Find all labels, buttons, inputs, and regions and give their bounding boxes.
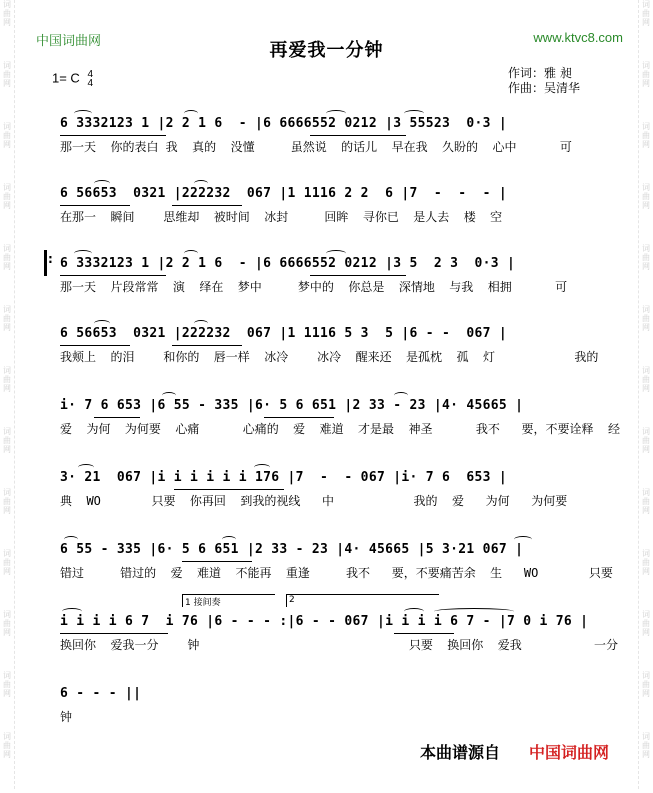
- watermark-gap: [639, 637, 653, 671]
- score-system-2: [54, 186, 594, 236]
- watermark-glyph: 网: [642, 79, 650, 88]
- watermark-glyph: 词: [642, 671, 650, 680]
- watermark-glyph: 词: [642, 183, 650, 192]
- notes-line: 6 - - - ||: [60, 686, 142, 701]
- watermark-glyph: 网: [642, 628, 650, 637]
- watermark-glyph: 曲: [642, 70, 650, 79]
- lyrics-line: 错过 错过的 爱 难道 不能再 重逢 我不 要，不要痛苦余 生 WO 只要: [60, 566, 613, 580]
- watermark-gap: [639, 454, 653, 488]
- watermark-gap: [0, 515, 14, 549]
- notes-line: 6 56653 0321 |222232 067 |1 1116 5 3 5 |6 - - 067 |: [60, 326, 507, 341]
- repeat-start: :: [48, 252, 53, 266]
- watermark-gap: [0, 149, 14, 183]
- volta-second-ending: 2: [286, 594, 439, 607]
- watermark-glyph: 词: [3, 183, 11, 192]
- watermark-gap: [639, 759, 653, 793]
- watermark-glyph: 网: [642, 18, 650, 27]
- notes-line: 3· 21 067 |i i i i i i 176 |7 - - 067 |i· 7 6 653 |: [60, 470, 507, 485]
- notes-line: i· 7 6 653 |6 55 - 335 |6· 5 6 651 |2 33 - 23 |4· 45665 |: [60, 398, 524, 413]
- composer-credit: 作曲：吴清华: [508, 81, 581, 95]
- watermark-glyph: 网: [642, 323, 650, 332]
- watermark-glyph: 网: [642, 689, 650, 698]
- score-system-6: [54, 470, 594, 520]
- watermark-glyph: 词: [642, 610, 650, 619]
- time-top: 4: [87, 69, 94, 80]
- time-bottom: 4: [87, 78, 94, 89]
- watermark-glyph: 曲: [3, 558, 11, 567]
- watermark-glyph: 词: [642, 427, 650, 436]
- watermark-glyph: 词: [3, 610, 11, 619]
- watermark-glyph: 词: [642, 488, 650, 497]
- watermark-glyph: 曲: [3, 70, 11, 79]
- lyricist-credit: 作词：雅 昶: [508, 66, 572, 80]
- right-watermark-strip: [638, 0, 653, 789]
- watermark-glyph: 网: [642, 750, 650, 759]
- watermark-glyph: 词: [3, 0, 11, 9]
- site-name-left: 中国词曲网: [36, 34, 102, 49]
- notes-line: 6 3332123 1 |2 2 1 6 - |6 6666552 0212 |3 5 2 3 0·3 |: [60, 256, 516, 271]
- watermark-glyph: 曲: [3, 375, 11, 384]
- watermark-glyph: 网: [3, 445, 11, 454]
- watermark-gap: [0, 698, 14, 732]
- lyrics-line: 那一天 片段常常 演 绎在 梦中 梦中的 你总是 深情地 与我 相拥 可: [60, 280, 568, 294]
- watermark-gap: [639, 698, 653, 732]
- watermark-glyph: 词: [3, 732, 11, 741]
- watermark-glyph: 词: [3, 427, 11, 436]
- watermark-glyph: 曲: [642, 497, 650, 506]
- volta-first-ending: 1 接间奏: [182, 594, 275, 607]
- time-signature: [87, 70, 93, 88]
- watermark-gap: [0, 332, 14, 366]
- score-system-5: [54, 398, 620, 448]
- song-title: 再爱我一分钟: [269, 40, 384, 61]
- watermark-glyph: 曲: [3, 314, 11, 323]
- watermark-glyph: 词: [642, 366, 650, 375]
- watermark-glyph: 曲: [3, 436, 11, 445]
- watermark-glyph: 曲: [642, 558, 650, 567]
- site-url-right: www.ktvc8.com: [533, 30, 623, 45]
- watermark-glyph: 网: [642, 445, 650, 454]
- watermark-glyph: 网: [642, 262, 650, 271]
- watermark-glyph: 词: [3, 488, 11, 497]
- watermark-glyph: 网: [3, 628, 11, 637]
- lyrics-line: 那一天 你的表白 我 真的 没懂 虽然说 的话儿 早在我 久盼的 心中 可: [60, 140, 572, 154]
- watermark-glyph: 曲: [3, 497, 11, 506]
- watermark-glyph: 曲: [642, 9, 650, 18]
- source-label: 本曲谱源自: [420, 743, 501, 762]
- watermark-glyph: 词: [642, 0, 650, 9]
- watermark-glyph: 词: [3, 61, 11, 70]
- watermark-glyph: 曲: [642, 375, 650, 384]
- watermark-gap: [639, 393, 653, 427]
- watermark-glyph: 曲: [3, 131, 11, 140]
- watermark-gap: [0, 759, 14, 793]
- watermark-glyph: 网: [642, 201, 650, 210]
- watermark-glyph: 曲: [3, 9, 11, 18]
- watermark-glyph: 网: [642, 506, 650, 515]
- watermark-glyph: 曲: [642, 680, 650, 689]
- score-system-3: [48, 252, 594, 306]
- lyrics-line: 典 WO 只要 你再回 到我的视线 中 我的 爱 为何 为何要: [60, 494, 568, 508]
- watermark-glyph: 曲: [642, 314, 650, 323]
- watermark-glyph: 词: [642, 549, 650, 558]
- score-system-8: [54, 595, 619, 664]
- watermark-glyph: 词: [642, 61, 650, 70]
- left-watermark-strip: [0, 0, 15, 789]
- notes-line: 6 56653 0321 |222232 067 |1 1116 2 2 6 |7 - - - |: [60, 186, 507, 201]
- watermark-glyph: 词: [3, 122, 11, 131]
- watermark-glyph: 网: [3, 384, 11, 393]
- watermark-glyph: 曲: [3, 741, 11, 750]
- notes-line: 6 3332123 1 |2 2 1 6 - |6 6666552 0212 |3 55523 0·3 |: [60, 116, 507, 131]
- watermark-glyph: 网: [3, 262, 11, 271]
- watermark-gap: [639, 332, 653, 366]
- watermark-glyph: 词: [3, 305, 11, 314]
- watermark-gap: [0, 576, 14, 610]
- watermark-gap: [639, 149, 653, 183]
- watermark-gap: [0, 88, 14, 122]
- watermark-glyph: 网: [3, 750, 11, 759]
- lyrics-line: 换回你 爱我一分 钟 只要 换回你 爱我 一分: [60, 638, 619, 652]
- watermark-gap: [639, 515, 653, 549]
- watermark-gap: [0, 210, 14, 244]
- key-signature: [52, 70, 93, 88]
- lyrics-line: 爱 为何 为何要 心痛 心痛的 爱 难道 才是最 神圣 我不 要，不要诠释 经: [60, 422, 620, 436]
- watermark-gap: [639, 271, 653, 305]
- key-label: 1= C: [52, 70, 80, 86]
- watermark-glyph: 词: [3, 671, 11, 680]
- watermark-glyph: 曲: [3, 253, 11, 262]
- watermark-glyph: 曲: [642, 619, 650, 628]
- watermark-glyph: 曲: [642, 131, 650, 140]
- watermark-glyph: 词: [642, 305, 650, 314]
- watermark-glyph: 曲: [3, 192, 11, 201]
- lyrics-line: 我颊上 的泪 和你的 唇一样 冰冷 冰冷 醒来还 是孤枕 孤 灯 我的: [60, 350, 599, 364]
- score-system-1: [54, 116, 594, 166]
- source-site: 中国词曲网: [529, 743, 610, 762]
- watermark-gap: [0, 271, 14, 305]
- notes-line: i i i i 6 7 i 76 |6 - - - :|6 - - 067 |i i i i 6 7 - |7 0 i 76 |: [60, 614, 589, 629]
- score-system-9: [54, 686, 594, 736]
- watermark-glyph: 词: [642, 122, 650, 131]
- watermark-glyph: 词: [3, 244, 11, 253]
- score-system-7: [54, 542, 613, 592]
- watermark-glyph: 网: [3, 567, 11, 576]
- watermark-glyph: 网: [642, 567, 650, 576]
- watermark-gap: [0, 637, 14, 671]
- notes-line: 6 55 - 335 |6· 5 6 651 |2 33 - 23 |4· 45665 |5 3·21 067 |: [60, 542, 524, 557]
- watermark-glyph: 网: [642, 384, 650, 393]
- watermark-gap: [639, 88, 653, 122]
- watermark-glyph: 曲: [642, 253, 650, 262]
- watermark-glyph: 词: [3, 549, 11, 558]
- watermark-glyph: 网: [3, 79, 11, 88]
- watermark-glyph: 网: [3, 18, 11, 27]
- watermark-glyph: 网: [3, 323, 11, 332]
- watermark-glyph: 网: [3, 201, 11, 210]
- lyrics-line: 在那一 瞬间 思维却 被时间 冰封 回眸 寻你已 是人去 楼 空: [60, 210, 503, 224]
- watermark-glyph: 词: [642, 732, 650, 741]
- watermark-glyph: 曲: [642, 192, 650, 201]
- watermark-gap: [639, 210, 653, 244]
- watermark-glyph: 曲: [3, 680, 11, 689]
- score-system-4: [54, 326, 599, 376]
- watermark-glyph: 曲: [642, 436, 650, 445]
- watermark-glyph: 曲: [642, 741, 650, 750]
- watermark-glyph: 网: [3, 140, 11, 149]
- watermark-glyph: 网: [3, 689, 11, 698]
- watermark-gap: [639, 576, 653, 610]
- watermark-gap: [0, 454, 14, 488]
- watermark-glyph: 词: [3, 366, 11, 375]
- watermark-glyph: 词: [642, 244, 650, 253]
- lyrics-line: 钟: [60, 710, 73, 724]
- watermark-glyph: 网: [3, 506, 11, 515]
- watermark-glyph: 网: [642, 140, 650, 149]
- watermark-gap: [0, 393, 14, 427]
- watermark-glyph: 曲: [3, 619, 11, 628]
